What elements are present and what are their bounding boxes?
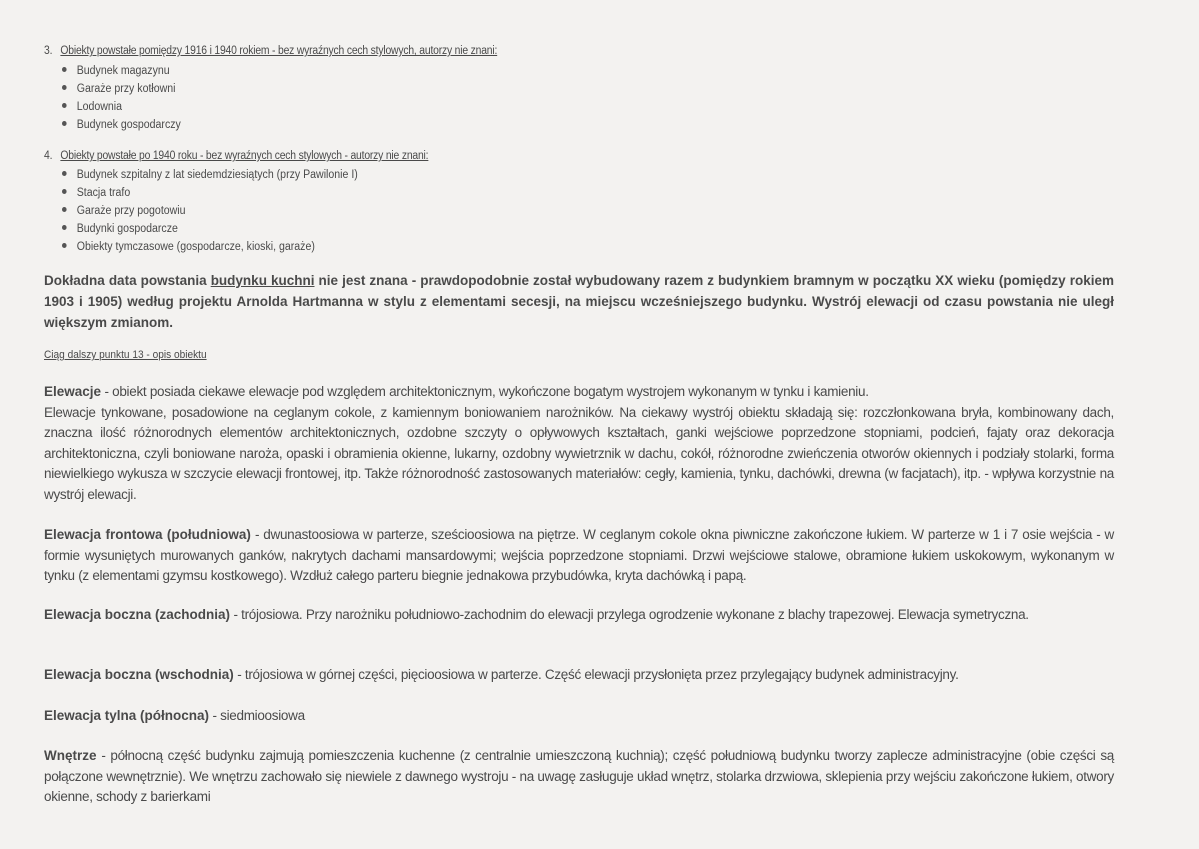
section-3-number: 3. bbox=[44, 45, 53, 57]
bullet-icon bbox=[62, 207, 67, 212]
bullet-icon bbox=[62, 189, 67, 194]
list-item: Lodownia bbox=[62, 98, 181, 116]
elewacja-wschodnia-label: Elewacja boczna (wschodnia) bbox=[44, 667, 234, 682]
elewacja-frontowa-label: Elewacja frontowa (południowa) bbox=[44, 527, 251, 542]
elewacja-wschodnia-paragraph: Elewacja boczna (wschodnia) - trójosiowa w górnej części, pięcioosiowa w parterze. Część elewacji przysłonięta przez przylegający budynek administracyjny. bbox=[44, 667, 959, 682]
section-4-list bbox=[62, 166, 384, 256]
wnetrze-label: Wnętrze bbox=[44, 748, 97, 763]
bullet-icon bbox=[62, 243, 67, 248]
list-item: Budynek magazynu bbox=[62, 62, 181, 80]
bullet-icon bbox=[62, 67, 67, 72]
section-4-number: 4. bbox=[44, 150, 53, 162]
elewacja-zachodnia-label: Elewacja boczna (zachodnia) bbox=[44, 607, 231, 622]
bullet-icon bbox=[62, 171, 67, 176]
section-4-heading bbox=[44, 150, 428, 162]
section-3-heading bbox=[44, 45, 497, 57]
section-3-list bbox=[62, 62, 191, 134]
bullet-icon bbox=[62, 85, 67, 90]
section-3-title: Obiekty powstałe pomiędzy 1916 i 1940 rokiem - bez wyraźnych cech stylowych, autorzy nie znani: bbox=[60, 45, 498, 57]
list-item: Obiekty tymczasowe (gospodarcze, kioski, garaże) bbox=[62, 238, 358, 256]
elewacje-paragraph: Elewacje - obiekt posiada ciekawe elewacje pod względem architektonicznym, wykończone bogatym wystrojem wykonanym w tynku i kamieniu. Elewacje tynkowane, posadowione na ceglanym cokole, z kamiennym boniowaniem narożników. Na ciekawy wystrój obiektu składają się: rozczłonkowana bryła, kombinowany dach, znaczna ilość różnorodnych elementów architektonicznych, ozdobne szczyty o opływowych kształtach, ganki wejściowe poprzedzone stopniami, podcień, fajaty oraz dekoracja architektoniczna, czyli boniowane naroża, opaski i obramienia okienne, lukarny, ozdobny wywietrznik w dachu, cokół, różnorodne zwieńczenia otworów okiennych i podziały stolarki, forma niewielkiego wykusza w szczycie elewacji frontowej, itp. Także różnorodność zastosowanych materiałów: cegły, kamienia, tynku, dachówki, drewna (w facjatach), itp. - wpływa korzystnie na wystrój elewacji. bbox=[44, 384, 1114, 502]
elewacja-tylna-paragraph: Elewacja tylna (północna) - siedmioosiowa bbox=[44, 708, 305, 723]
list-item: Budynek szpitalny z lat siedemdziesiątych (przy Pawilonie I) bbox=[62, 166, 358, 184]
list-item: Budynek gospodarczy bbox=[62, 116, 181, 134]
kitchen-paragraph: Dokładna data powstania budynku kuchni nie jest znana - prawdopodobnie został wybudowany razem z budynkiem bramnym w początku XX wieku (pomiędzy rokiem 1903 i 1905) według projektu Arnolda Hartmanna w stylu z elementami secesji, na miejscu wcześniejszego budynku. Wystrój elewacji od czasu powstania nie uległ większym zmianom. bbox=[44, 273, 1114, 330]
elewacja-tylna-label: Elewacja tylna (północna) bbox=[44, 708, 210, 723]
bullet-icon bbox=[62, 103, 67, 108]
kitchen-building-underlined: budynku kuchni bbox=[210, 273, 315, 288]
elewacja-frontowa-paragraph: Elewacja frontowa (południowa) - dwunastoosiowa w parterze, sześcioosiowa na piętrze. W ceglanym cokole okna piwniczne zakończone łukiem. W parterze w 1 i 7 osie wejścia - w formie wysuniętych murowanych ganków, nakrytych dachami mansardowymi; wejścia poprzedzone stopniami. Drzwi wejściowe stalowe, obramione łukiem uskokowym, wykonanym w tynku (z elementami gzymsu kostkowego). Wzdłuż całego parteru biegnie jednakowa przybudówka, kryta dachówką i papą. bbox=[44, 527, 1114, 583]
list-item: Garaże przy kotłowni bbox=[62, 80, 181, 98]
continuation-heading: Ciąg dalszy punktu 13 - opis obiektu bbox=[44, 349, 207, 361]
list-item: Budynki gospodarcze bbox=[62, 220, 358, 238]
elewacje-label: Elewacje bbox=[44, 384, 102, 399]
wnetrze-paragraph: Wnętrze - północną część budynku zajmują pomieszczenia kuchenne (z centralnie umieszczoną kuchnią); część południową budynku tworzy zaplecze administracyjne (obie części są połączone wewnętrznie). We wnętrzu zachowało się niewiele z dawnego wystroju - na uwagę zasługuje układ wnętrz, stolarka drzwiowa, sklepienia przy wejściu zakończone łukiem, otwory okienne, schody z barierkami bbox=[44, 748, 1114, 804]
bullet-icon bbox=[62, 121, 67, 126]
list-item: Stacja trafo bbox=[62, 184, 358, 202]
list-item: Garaże przy pogotowiu bbox=[62, 202, 358, 220]
section-4-title: Obiekty powstałe po 1940 roku - bez wyraźnych cech stylowych - autorzy nie znani: bbox=[60, 150, 429, 162]
elewacja-zachodnia-paragraph: Elewacja boczna (zachodnia) - trójosiowa. Przy narożniku południowo-zachodnim do elewacji przylega ogrodzenie wykonane z blachy trapezowej. Elewacja symetryczna. bbox=[44, 607, 1029, 622]
bullet-icon bbox=[62, 225, 67, 230]
